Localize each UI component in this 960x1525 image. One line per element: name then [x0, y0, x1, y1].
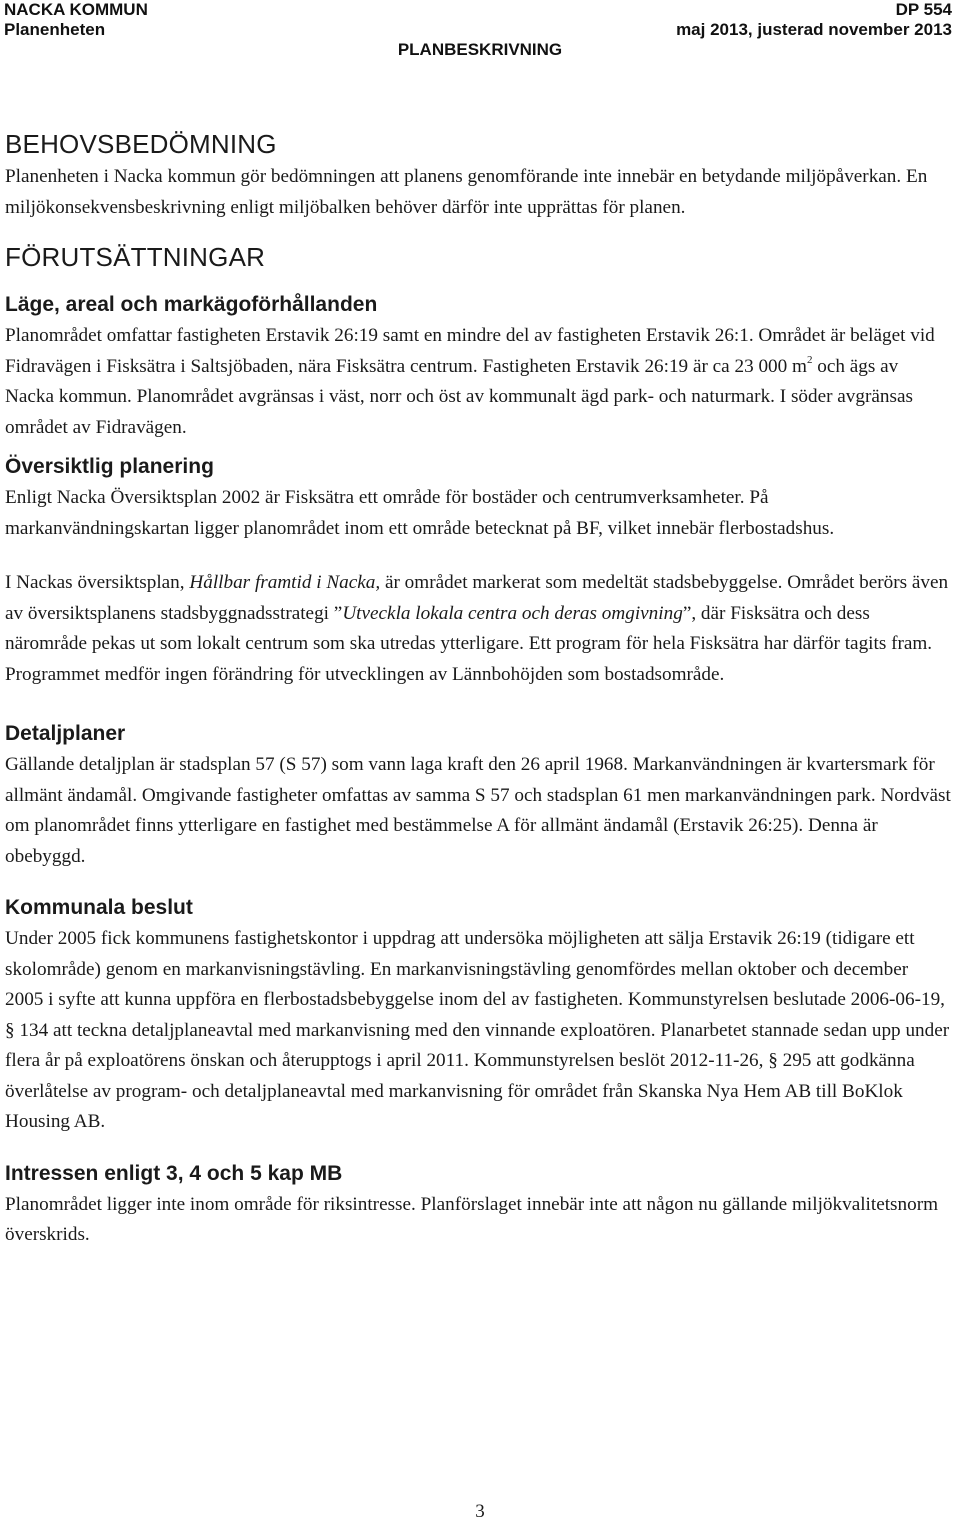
lage-text-part2: och ägs av Nacka kommun. Planområdet avgränsas i väst, norr och öst av kommunalt ägd park- och naturmark. I söder avgränsas området av Fidravägen.: [5, 355, 913, 438]
header-right: [676, 0, 952, 40]
header-doc-type: PLANBESKRIVNING: [397, 40, 563, 59]
lage-text-part1: Planområdet omfattar fastigheten Erstavik 26:19 samt en mindre del av fastigheten Erstavik 26:1. Området är beläget vid Fidravägen i Fisksätra i Saltsjöbaden, nära Fisksätra centrum. Fastigheten Erstavik 26:19 är ca 23 000 m: [5, 325, 935, 377]
oversiktlig-para2-italic2: Utveckla lokala centra och deras omgivning: [342, 602, 683, 624]
subheading-oversiktlig: Översiktlig planering: [5, 455, 214, 478]
oversiktlig-para2-b: är området markerat som medeltät stadsbebyggelse. Området berörs även av översiktsplanens stadsbyggnadsstrategi ”: [5, 572, 949, 624]
oversiktlig-para2-c: ”, där Fisksätra och dess närområde pekas ut som lokalt centrum som ska utredas ytterligare. Ett program för hela Fisksätra har därför tagits fram. Programmet medför ingen förändring för utvecklingen av Lännbohöjden som bostadsområde.: [5, 602, 933, 685]
behovsbedomning-text: Planenheten i Nacka kommun gör bedömningen att planens genomförande inte innebär en betydande miljöpåverkan. En miljökonsekvensbeskrivning enligt miljöbalken behöver därför inte upprättas för planen.: [5, 166, 928, 218]
document-body: [5, 126, 951, 1251]
subheading-detaljplaner: Detaljplaner: [5, 722, 126, 745]
section-heading-forutsattningar: FÖRUTSÄTTNINGAR: [5, 242, 266, 272]
lage-text: [5, 321, 951, 443]
oversiktlig-para2-italic1: Hållbar framtid i Nacka,: [189, 572, 381, 593]
subheading-lage: Läge, areal och markägoförhållanden: [5, 293, 378, 316]
section-heading-behovsbedomning: BEHOVSBEDÖMNING: [5, 129, 277, 159]
detaljplaner-text: Gällande detaljplan är stadsplan 57 (S 57) som vann laga kraft den 26 april 1968. Markanvändningen är kvartersmark för allmänt ändamål. Omgivande fastigheter omfattas av samma S 57 och stadsplan 61 men markanvändningen park. Nordväst om planområdet finns ytterligare en fastighet med bestämmelse A för allmänt ändamål (Erstavik 26:25). Denna är obebyggd.: [5, 754, 951, 867]
header-org: NACKA KOMMUN: [4, 0, 148, 19]
lage-superscript: 2: [806, 353, 813, 366]
subheading-intressen: Intressen enligt 3, 4 och 5 kap MB: [5, 1161, 343, 1185]
header-date: maj 2013, justerad november 2013: [676, 20, 952, 39]
oversiktlig-para1: Enligt Nacka Översiktsplan 2002 är Fisksätra ett område för bostäder och centrumverksamheter. På markanvändningskartan ligger planområdet inom ett område betecknat på BF, vilket innebär flerbostadshus.: [5, 487, 835, 539]
kommunala-beslut-text: Under 2005 fick kommunens fastighetskontor i uppdrag att undersöka möjligheten att sälja Erstavik 26:19 (tidigare ett skolområde) genom en markanvisningstävling. En markanvisningstävling genomfördes mellan oktober och december 2005 i syfte att kunna uppföra en flerbostadsbebyggelse inom del av fastigheten. Kommunstyrelsen beslutade 2006-06-19, § 134 att teckna detaljplaneavtal med markanvisning med den vinnande exploatören. Planarbetet stannade sedan upp under flera år på exploatörens önskan och återupptogs i april 2011. Kommunstyrelsen beslöt 2012-11-26, § 295 att godkänna överlåtelse av program- och detaljplaneavtal med markanvisning för området från Skanska Nya Hem AB till BoKlok Housing AB.: [5, 928, 950, 1132]
subheading-kommunala-beslut: Kommunala beslut: [5, 896, 193, 919]
intressen-text: Planområdet ligger inte inom område för riksintresse. Planförslaget innebär inte att någon nu gällande miljökvalitetsnorm överskrids.: [5, 1193, 939, 1245]
header-left: [4, 0, 148, 40]
oversiktlig-para2: [5, 568, 951, 690]
page-number: 3: [475, 1501, 485, 1522]
oversiktlig-para2-a: I Nackas översiktsplan,: [5, 572, 190, 593]
header-doc-id: DP 554: [895, 0, 952, 19]
header-unit: Planenheten: [4, 20, 106, 39]
